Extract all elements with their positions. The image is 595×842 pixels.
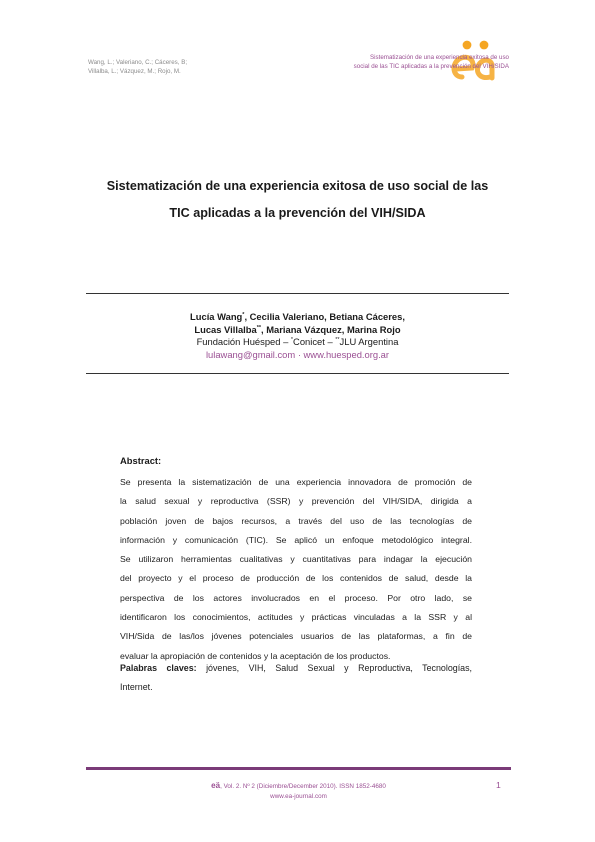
author-block [86,311,509,361]
header-title-line1: Sistematización de una experiencia exitosa de uso [370,54,509,61]
paper-title-line2: TIC aplicadas a la prevención del VIH/SIDA [169,206,426,220]
keywords-line2: Internet. [120,681,153,692]
page-number: 1 [496,780,501,790]
authors-line2 [86,324,509,337]
abstract-line: Se utilizaron herramientas cualitativas y cuantitativas para indagar la ejecución [120,554,472,565]
affiliation-mark: ** [335,336,340,343]
affiliations [86,336,509,349]
footer-bar [86,767,511,770]
abstract-line: perspectiva de los actores involucrados en el proceso. Por otro lado, se [120,592,472,603]
author-name: Lucas Villalba [194,323,257,335]
footer-website[interactable]: www.ea-journal.com [270,793,327,800]
header-authors-line2: Villalba, L.; Vázquez, M.; Rojo, M. [88,68,181,75]
abstract-body [120,473,472,666]
affiliation-mark: * [290,336,294,343]
authors-line1 [86,311,509,324]
divider-top [86,293,509,294]
abstract-line: información y comunicación (TIC). Se aplicó un enfoque metodológico integral. [120,534,472,545]
author-names: , Cecilia Valeriano, Betiana Cáceres, [244,311,405,322]
abstract-line: la salud sexual y reproductiva (SSR) y prevención del VIH/SIDA, dirigida a [120,496,472,507]
header-authors-line1: Wang, L.; Valeriano, C.; Cáceres, B; [88,59,188,66]
abstract-line: identificaron los conocimientos, actitudes y prácticas vinculadas a la SSR y al [120,612,472,623]
running-header-title [249,53,509,71]
header-title-line2: social de las TIC aplicadas a la prevención del VIH/SIDA [353,63,509,70]
author-mark: * [242,311,245,318]
paper-title [80,173,515,227]
abstract-line: evaluar la apropiación de contenidos y la aceptación de los productos. [120,650,391,661]
footer-citation [86,781,511,790]
affiliation-text: JLU Argentina [339,336,399,347]
footer-brand: eä [211,781,221,790]
keywords-label: Palabras claves: [120,663,197,673]
contact-links[interactable]: lulawang@gmail.com · www.huesped.org.ar [205,348,390,360]
running-header-authors [88,58,268,76]
keywords-line1 [120,659,472,678]
abstract-line: del proyecto y el proceso de producción de los contenidos de salud, desde la [120,573,472,584]
keywords [120,659,472,696]
affiliation-text: Conicet – [293,336,336,347]
author-mark: ** [256,324,261,331]
author-names: , Mariana Vázquez, Marina Rojo [261,323,401,335]
abstract-line: Se presenta la sistematización de una experiencia innovadora de promoción de [120,477,472,487]
abstract-line: VIH/Sida de las/los jóvenes potenciales usuarios de las plataformas, a fin de [120,631,472,642]
footer-citation-text: , Vol. 2. Nº 2 (Diciembre/December 2010). ISSN 1852-4680 [220,783,386,790]
abstract-heading: Abstract: [120,455,162,466]
keywords-text: jóvenes, VIH, Salud Sexual y Reproductiva, Tecnologías, [196,663,472,673]
abstract-line: población joven de bajos recursos, a través del uso de las tecnologías de [120,515,472,526]
author-name: Lucía Wang [190,311,243,322]
affiliation-text: Fundación Huésped – [196,336,291,347]
divider-bottom [86,373,509,374]
paper-title-line1: Sistematización de una experiencia exitosa de uso social de las [106,179,489,193]
